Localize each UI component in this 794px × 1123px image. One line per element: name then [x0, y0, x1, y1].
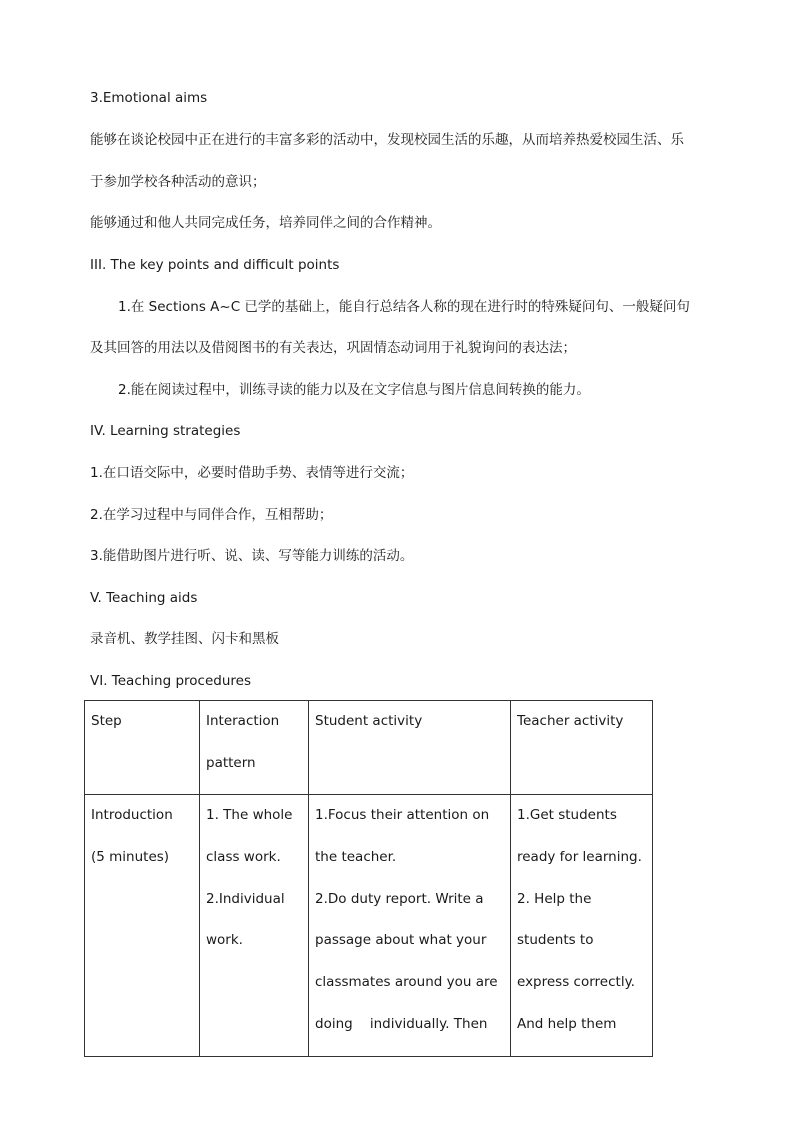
learning-strategies-line-2: 2.在学习过程中与同伴合作，互相帮助； [90, 507, 333, 523]
learning-strategies-line-3: 3.能借助图片进行听、说、读、写等能力训练的活动。 [90, 548, 414, 564]
key-points-line-3: 2.能在阅读过程中，训练寻读的能力以及在文字信息与图片信息间转换的能力。 [118, 382, 590, 398]
learning-strategies-heading: IV. Learning strategies [90, 423, 241, 439]
cell-interaction-pattern: 1. The whole class work. 2.Individual work. [200, 795, 309, 1056]
table-header-row [85, 701, 653, 795]
emotional-aims-line-2: 于参加学校各种活动的意识； [90, 174, 266, 190]
key-points-heading: III. The key points and difficult points [90, 257, 340, 273]
key-points-line-1: 1.在 Sections A~C 已学的基础上，能自行总结各人称的现在进行时的特殊疑问句、一般疑问句 [118, 299, 690, 315]
header-step: Step [85, 701, 200, 795]
cell-step: Introduction (5 minutes) [85, 795, 200, 1056]
learning-strategies-line-1: 1.在口语交际中，必要时借助手势、表情等进行交流； [90, 465, 414, 481]
table-row [85, 795, 653, 1056]
teaching-aids-line-1: 录音机、教学挂图、闪卡和黑板 [90, 631, 279, 647]
header-interaction-pattern: Interaction pattern [200, 701, 309, 795]
teaching-procedures-table [84, 700, 653, 1057]
teaching-aids-heading: V. Teaching aids [90, 590, 198, 606]
teaching-procedures-heading: VI. Teaching procedures [90, 673, 252, 689]
header-teacher-activity: Teacher activity [511, 701, 653, 795]
cell-student-activity: 1.Focus their attention on the teacher. 2.Do duty report. Write a passage about what your classmates around you are doing individually. Then [309, 795, 511, 1056]
emotional-aims-line-1: 能够在谈论校园中正在进行的丰富多彩的活动中，发现校园生活的乐趣，从而培养热爱校园生活、乐 [90, 132, 684, 148]
emotional-aims-line-3: 能够通过和他人共同完成任务，培养同伴之间的合作精神。 [90, 215, 441, 231]
header-student-activity: Student activity [309, 701, 511, 795]
cell-teacher-activity: 1.Get students ready for learning. 2. Help the students to express correctly. And help them [511, 795, 653, 1056]
key-points-line-2: 及其回答的用法以及借阅图书的有关表达，巩固情态动词用于礼貌询问的表达法； [90, 340, 576, 356]
emotional-aims-heading: 3.Emotional aims [90, 90, 208, 106]
